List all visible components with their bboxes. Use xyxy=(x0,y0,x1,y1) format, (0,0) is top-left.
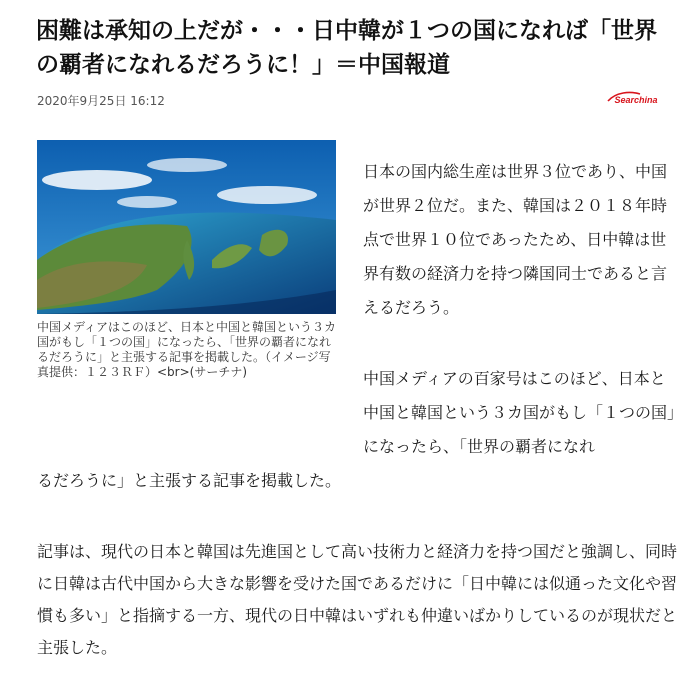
paragraph-2-start: 中国メディアの百家号はこのほど、日本と中国と韓国という３カ国がもし「１つの国」になったら、「世界の覇者になれ xyxy=(363,369,676,456)
article-headline: 困難は承知の上だが・・・日中韓が１つの国になれば「世界の覇者になれるだろうに！」＝中国報道 xyxy=(36,18,657,78)
photo-caption: 中国メディアはこのほど、日本と中国と韓国という３カ国がもし「１つの国」になったら、「世界の覇者になれるだろうに」と主張する記事を掲載した。（イメージ写真提供：１２３ＲＦ）<br>(サーチナ) xyxy=(37,320,337,379)
logo-wordmark: Searchina xyxy=(614,95,658,105)
paragraph-1: 日本の国内総生産は世界３位であり、中国が世界２位だ。また、韓国は２０１８年時点で世界１０位であったため、日中韓は世界有数の経済力を持つ隣国同士であると言えるだろう。 xyxy=(363,162,668,317)
paragraph-2-end: るだろうに」と主張する記事を掲載した。 xyxy=(37,471,342,490)
publish-date: 2020年9月25日 16:12 xyxy=(37,94,165,108)
paragraph-3: 記事は、現代の日本と韓国は先進国として高い技術力と経済力を持つ国だと強調し、同時に日韓は古代中国から大きな影響を受けた国であるだけに「日中韓には似通った文化や習慣も多い」と指摘する一方、現代の日中韓はいずれも仲違いばかりしているのが現状だと主張した。 xyxy=(37,542,678,657)
article-photo xyxy=(37,140,336,314)
searchina-logo[interactable] xyxy=(606,91,666,105)
